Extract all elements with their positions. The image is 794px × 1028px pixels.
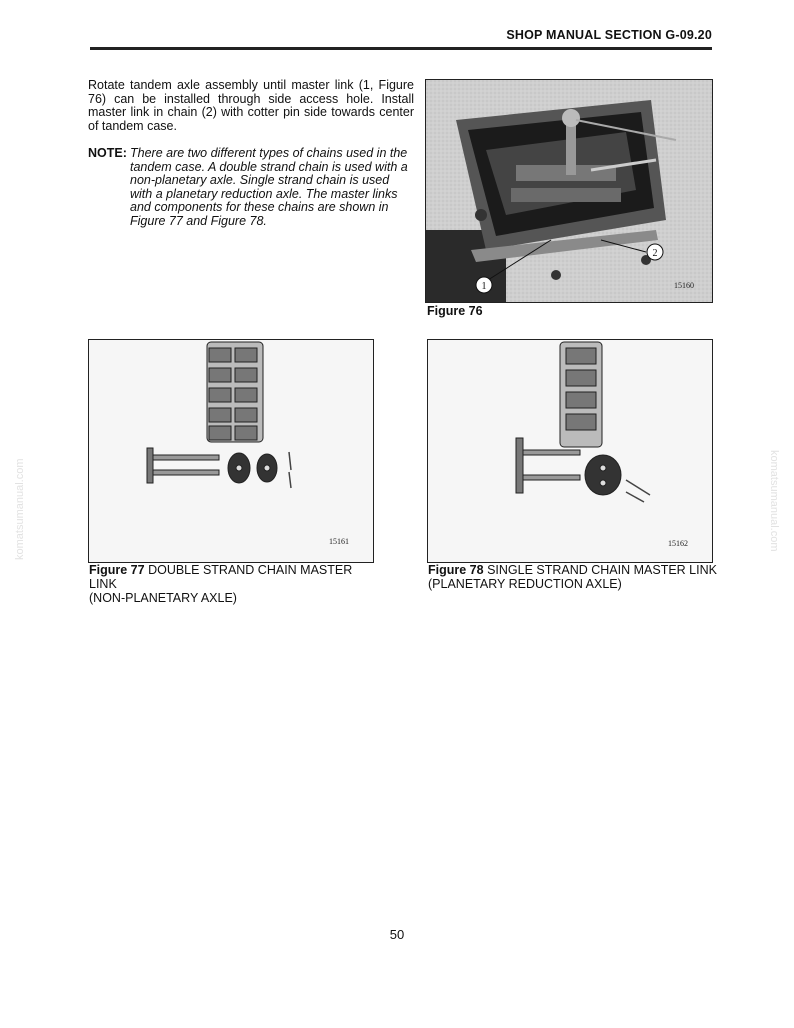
figure-77-caption-text: DOUBLE STRAND CHAIN MASTER LINK [89, 563, 353, 591]
figure-76-photo [425, 79, 713, 303]
figure-77-caption-line1 [89, 563, 379, 591]
callout-2: 2 [652, 248, 658, 259]
figure-78-caption [428, 563, 718, 591]
note-text: There are two different types of chains used in the tandem case. A double strand chain is used with a non-planetary axle. Single strand chain is used with a planetary reduction axle. The master links and components for these chains are shown in Figure 77 and Figure 78. [130, 146, 408, 228]
header-block [90, 28, 712, 48]
figure-76-label: Figure 76 [427, 304, 483, 318]
section-title: SHOP MANUAL SECTION G-09.20 [506, 28, 712, 42]
double-strand-chain-photo [89, 340, 373, 562]
figure-76-caption [427, 304, 483, 318]
note-label: NOTE: [88, 146, 127, 160]
tandem-case-photo [426, 80, 712, 302]
callout-1: 1 [481, 281, 487, 292]
figure-76-image-number: 15160 [674, 281, 694, 290]
figure-77-caption [89, 563, 379, 605]
figure-77-image-number: 15161 [329, 537, 349, 546]
single-strand-chain-photo [428, 340, 712, 562]
figure-77-caption-line2: (NON-PLANETARY AXLE) [89, 591, 237, 605]
figure-77-photo [88, 339, 374, 563]
page-number: 50 [389, 927, 405, 942]
header-rule [90, 47, 712, 50]
figure-78-label: Figure 78 [428, 563, 484, 577]
figure-78-caption-line2: (PLANETARY REDUCTION AXLE) [428, 577, 622, 591]
watermark-right: komatsumanual.com [768, 450, 780, 552]
figure-77-label: Figure 77 [89, 563, 145, 577]
figure-78-caption-text: SINGLE STRAND CHAIN MASTER LINK [487, 563, 717, 577]
figure-78-photo [427, 339, 713, 563]
watermark-left: komatsumanual.com [14, 458, 26, 560]
instruction-paragraph: Rotate tandem axle assembly until master link (1, Figure 76) can be installed through side access hole. Install master link in chain (2) with cotter pin side towards center of tandem case. [88, 78, 414, 133]
figure-78-image-number: 15162 [668, 539, 688, 548]
figure-78-caption-line1 [428, 563, 718, 577]
